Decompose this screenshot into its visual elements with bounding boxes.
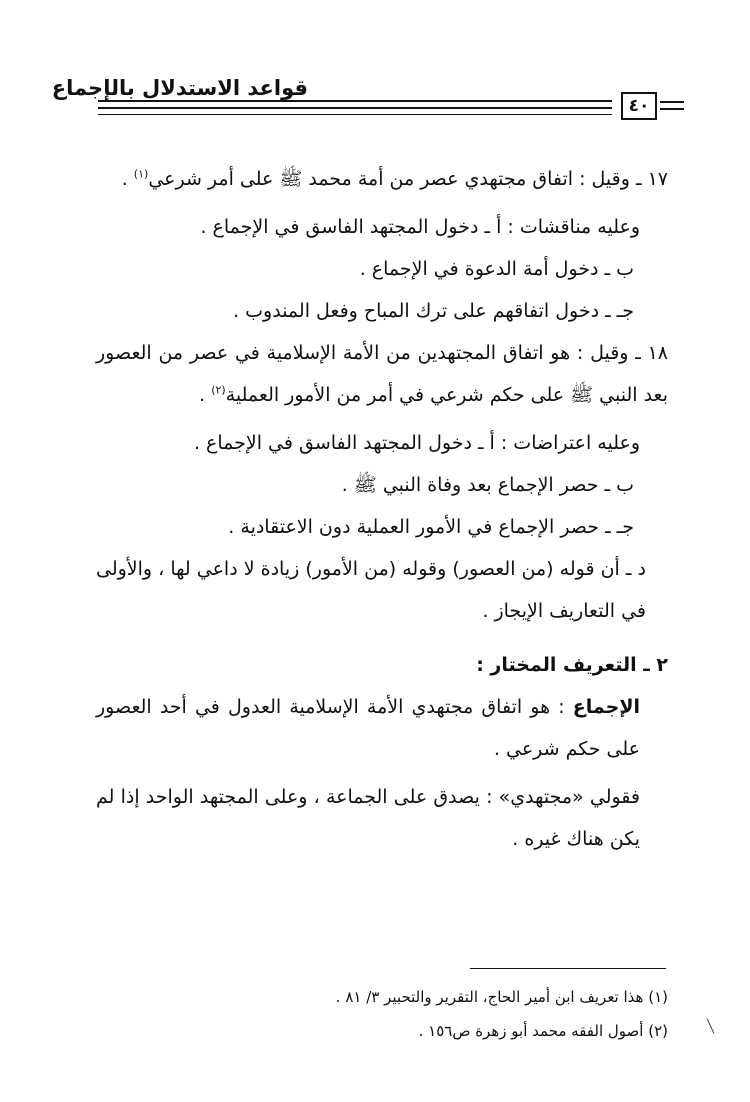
chosen-definition-text: : هو اتفاق مجتهدي الأمة الإسلامية العدول في أحد العصور على حكم شرعي . <box>96 696 640 760</box>
definition-17-text: ١٧ ـ وقيل : اتفاق مجتهدي عصر من أمة محمد ﷺ على أمر شرعي <box>148 168 668 190</box>
definition-17 <box>96 158 668 200</box>
objection-d-2: د ـ أن قوله (من العصور) وقوله (من الأمور) زيادة لا داعي لها ، والأولى في التعاريف الإيجاز . <box>96 558 646 622</box>
chosen-definition <box>96 686 668 770</box>
objection-b-2: ب ـ حصر الإجماع بعد وفاة النبي ﷺ . <box>341 474 634 496</box>
objection-intro-2: وعليه اعتراضات : أ ـ دخول المجتهد الفاسق في الإجماع . <box>193 432 640 454</box>
definition-17-end: . <box>121 168 134 190</box>
objection-b-1: ب ـ دخول أمة الدعوة في الإجماع . <box>359 258 634 280</box>
footnote-ref-1[interactable]: (١) <box>133 167 149 181</box>
footnote-2: (٢) أصول الفقه محمد أبو زهرة ص١٥٦ . <box>418 1022 668 1040</box>
header-ornament <box>660 108 684 110</box>
definition-18-end: . <box>199 384 212 406</box>
footnotes <box>96 980 668 1048</box>
section-heading: ٢ ـ التعريف المختار : <box>476 654 668 676</box>
definition-18 <box>96 332 668 416</box>
body-text <box>96 158 668 860</box>
objection-c-2: جـ ـ حصر الإجماع في الأمور العملية دون الاعتقادية . <box>228 516 634 538</box>
page-edge-mark <box>707 1019 715 1034</box>
page-number: ٤٠ <box>621 92 657 120</box>
header-rule <box>98 107 612 109</box>
footnote-1: (١) هذا تعريف ابن أمير الحاج، التقرير والتحبير ٣/ ٨١ . <box>335 988 668 1006</box>
objection-intro-1: وعليه مناقشات : أ ـ دخول المجتهد الفاسق في الإجماع . <box>200 216 640 238</box>
header-rule <box>98 114 612 115</box>
header-rule <box>98 100 612 102</box>
running-title: قواعد الاستدلال بالإجماع <box>51 76 308 100</box>
header-ornament <box>660 101 684 103</box>
footnote-separator <box>470 968 666 969</box>
objection-c-1: جـ ـ دخول اتفاقهم على ترك المباح وفعل المندوب . <box>233 300 634 322</box>
definition-18-text: ١٨ ـ وقيل : هو اتفاق المجتهدين من الأمة الإسلامية في عصر من العصور بعد النبي ﷺ على حكم شرعي في أمر من الأمور العملية <box>96 342 668 406</box>
commentary-paragraph: فقولي «مجتهدي» : يصدق على الجماعة ، وعلى المجتهد الواحد إذا لم يكن هناك غيره . <box>96 786 640 850</box>
defined-term: الإجماع <box>572 696 640 718</box>
footnote-ref-2[interactable]: (٢) <box>211 383 226 397</box>
